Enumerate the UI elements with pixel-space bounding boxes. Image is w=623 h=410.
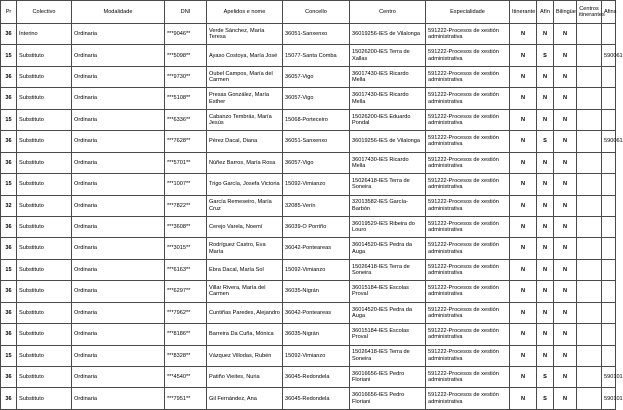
cell-centros-itinerantes: [577, 238, 602, 259]
cell-itinerante: N: [510, 45, 537, 66]
cell-afins: [602, 345, 616, 366]
cell-apelidos-e-nome: Gil Fernández, Ana: [207, 388, 283, 410]
cell-modalidade: Ordinaria: [72, 388, 165, 410]
table-row: [1, 109, 616, 130]
cell-dni: ***6163**: [165, 259, 207, 280]
header-row: [1, 1, 616, 24]
table-row: [1, 345, 616, 366]
cell-dni: ***5108**: [165, 88, 207, 109]
cell-especialidade: 591222-Procesos de xestión administrativa: [426, 259, 510, 280]
table-row: [1, 66, 616, 87]
cell-dni: ***1007**: [165, 174, 207, 195]
cell-afin: N: [537, 238, 554, 259]
cell-especialidade: 591222-Procesos de xestión administrativa: [426, 195, 510, 216]
cell-centro: 36016656-IES Pedro Floriani: [350, 367, 426, 388]
cell-concello: 36051-Sanxenxo: [283, 24, 350, 45]
cell-afins: [602, 66, 616, 87]
cell-colectivo: Substituto: [17, 109, 72, 130]
header-itinerante: Itinerante: [510, 1, 537, 24]
cell-colectivo: Substituto: [17, 152, 72, 173]
cell-afin: S: [537, 367, 554, 388]
cell-afin: N: [537, 281, 554, 302]
cell-centro: 15026200-IES Terra de Xallas: [350, 45, 426, 66]
cell-dni: ***5701**: [165, 152, 207, 173]
cell-itinerante: N: [510, 216, 537, 237]
cell-concello: 36057-Vigo: [283, 66, 350, 87]
table-row: [1, 238, 616, 259]
cell-especialidade: 591222-Procesos de xestión administrativa: [426, 45, 510, 66]
header-dni: DNI: [165, 1, 207, 24]
cell-itinerante: N: [510, 281, 537, 302]
cell-dni: ***8186**: [165, 324, 207, 345]
cell-modalidade: Ordinaria: [72, 131, 165, 152]
cell-centro: 36019256-IES de Vilalonga: [350, 131, 426, 152]
cell-dni: ***9730**: [165, 66, 207, 87]
table-row: [1, 367, 616, 388]
cell-centros-itinerantes: [577, 367, 602, 388]
cell-concello: 15092-Vimianzo: [283, 345, 350, 366]
cell-concello: 36057-Vigo: [283, 152, 350, 173]
cell-concello: 36042-Ponteareas: [283, 238, 350, 259]
cell-afin: N: [537, 66, 554, 87]
cell-colectivo: Substituto: [17, 302, 72, 323]
cell-centro: 36016656-IES Pedro Floriani: [350, 388, 426, 410]
cell-pr: 36: [1, 216, 17, 237]
cell-apelidos-e-nome: Villar Rivera, María del Carmen: [207, 281, 283, 302]
cell-itinerante: N: [510, 24, 537, 45]
cell-bilingue: N: [554, 109, 577, 130]
cell-concello: 36045-Redondela: [283, 367, 350, 388]
cell-dni: ***7822**: [165, 195, 207, 216]
header-afins: Afins: [602, 1, 616, 24]
cell-pr: 15: [1, 345, 17, 366]
cell-afins: [602, 302, 616, 323]
header-afin: Afín: [537, 1, 554, 24]
cell-colectivo: Substituto: [17, 216, 72, 237]
cell-pr: 36: [1, 302, 17, 323]
cell-itinerante: N: [510, 367, 537, 388]
cell-especialidade: 591222-Procesos de xestión administrativa: [426, 66, 510, 87]
cell-pr: 36: [1, 281, 17, 302]
cell-modalidade: Ordinaria: [72, 216, 165, 237]
cell-bilingue: N: [554, 345, 577, 366]
cell-colectivo: Substituto: [17, 131, 72, 152]
header-bilingue: Bilingüe: [554, 1, 577, 24]
cell-apelidos-e-nome: Núñez Barros, María Rosa: [207, 152, 283, 173]
cell-centros-itinerantes: [577, 195, 602, 216]
cell-apelidos-e-nome: Vázquez Villodas, Rubén: [207, 345, 283, 366]
cell-afins: [602, 259, 616, 280]
cell-centro: 15026418-IES Terra de Soneira: [350, 345, 426, 366]
cell-especialidade: 591222-Procesos de xestión administrativa: [426, 388, 510, 410]
cell-apelidos-e-nome: Ayaso Costoya, María José: [207, 45, 283, 66]
cell-centros-itinerantes: [577, 302, 602, 323]
cell-especialidade: 591222-Procesos de xestión administrativa: [426, 131, 510, 152]
cell-centros-itinerantes: [577, 324, 602, 345]
cell-bilingue: N: [554, 367, 577, 388]
cell-modalidade: Ordinaria: [72, 24, 165, 45]
cell-centro: 36015184-IES Escolas Proval: [350, 324, 426, 345]
cell-bilingue: N: [554, 388, 577, 410]
cell-concello: 15068-Porteceiro: [283, 109, 350, 130]
cell-especialidade: 591222-Procesos de xestión administrativa: [426, 238, 510, 259]
table-row: [1, 88, 616, 109]
cell-pr: 36: [1, 238, 17, 259]
cell-bilingue: N: [554, 88, 577, 109]
cell-apelidos-e-nome: García Remeseiro, María Cruz: [207, 195, 283, 216]
cell-afin: N: [537, 109, 554, 130]
cell-concello: 36045-Redondela: [283, 388, 350, 410]
cell-pr: 36: [1, 88, 17, 109]
cell-bilingue: N: [554, 195, 577, 216]
cell-concello: 15077-Santa Comba: [283, 45, 350, 66]
cell-itinerante: N: [510, 195, 537, 216]
cell-itinerante: N: [510, 238, 537, 259]
header-apelidos-e-nome: Apelidos e nome: [207, 1, 283, 24]
cell-centro: 36017430-IES Ricardo Mella: [350, 88, 426, 109]
cell-concello: 36035-Nigrán: [283, 324, 350, 345]
cell-centro: 36019256-IES de Vilalonga: [350, 24, 426, 45]
cell-afins: 590061: [602, 45, 616, 66]
cell-afins: [602, 109, 616, 130]
cell-pr: 15: [1, 109, 17, 130]
cell-centro: 36019529-IES Ribeira do Louro: [350, 216, 426, 237]
cell-bilingue: N: [554, 302, 577, 323]
table-row: [1, 131, 616, 152]
cell-modalidade: Ordinaria: [72, 66, 165, 87]
cell-modalidade: Ordinaria: [72, 45, 165, 66]
cell-dni: ***7962**: [165, 302, 207, 323]
cell-afin: S: [537, 45, 554, 66]
cell-apelidos-e-nome: Cabanzo Tembrás, María Jesús: [207, 109, 283, 130]
cell-centros-itinerantes: [577, 45, 602, 66]
cell-pr: 15: [1, 259, 17, 280]
cell-dni: ***6297**: [165, 281, 207, 302]
cell-especialidade: 591222-Procesos de xestión administrativa: [426, 152, 510, 173]
cell-pr: 36: [1, 152, 17, 173]
cell-modalidade: Ordinaria: [72, 324, 165, 345]
cell-afin: N: [537, 216, 554, 237]
cell-pr: 36: [1, 24, 17, 45]
table-row: [1, 216, 616, 237]
cell-itinerante: N: [510, 88, 537, 109]
cell-centro: 36017430-IES Ricardo Mella: [350, 66, 426, 87]
cell-colectivo: Substituto: [17, 324, 72, 345]
cell-concello: 36035-Nigrán: [283, 281, 350, 302]
cell-apelidos-e-nome: Ebra Dacal, María Sol: [207, 259, 283, 280]
cell-concello: 36057-Vigo: [283, 88, 350, 109]
cell-itinerante: N: [510, 302, 537, 323]
cell-especialidade: 591222-Procesos de xestión administrativa: [426, 216, 510, 237]
cell-especialidade: 591222-Procesos de xestión administrativa: [426, 324, 510, 345]
cell-afins: 590101: [602, 367, 616, 388]
cell-especialidade: 591222-Procesos de xestión administrativa: [426, 24, 510, 45]
cell-bilingue: N: [554, 24, 577, 45]
cell-dni: ***8328**: [165, 345, 207, 366]
cell-colectivo: Substituto: [17, 367, 72, 388]
cell-modalidade: Ordinaria: [72, 195, 165, 216]
cell-bilingue: N: [554, 216, 577, 237]
cell-concello: 36042-Ponteareas: [283, 302, 350, 323]
cell-colectivo: Substituto: [17, 238, 72, 259]
cell-dni: ***5098**: [165, 45, 207, 66]
cell-centro: 15026418-IES Terra de Soneira: [350, 174, 426, 195]
cell-centro: 36014520-IES Pedra da Auga: [350, 302, 426, 323]
cell-centros-itinerantes: [577, 388, 602, 410]
cell-pr: 36: [1, 367, 17, 388]
cell-modalidade: Ordinaria: [72, 238, 165, 259]
cell-modalidade: Ordinaria: [72, 259, 165, 280]
cell-colectivo: Substituto: [17, 345, 72, 366]
cell-centros-itinerantes: [577, 174, 602, 195]
table-row: [1, 324, 616, 345]
cell-modalidade: Ordinaria: [72, 174, 165, 195]
header-modalidade: Modalidade: [72, 1, 165, 24]
cell-apelidos-e-nome: Verde Sánchez, María Teresa: [207, 24, 283, 45]
cell-afins: [602, 238, 616, 259]
cell-especialidade: 591222-Procesos de xestión administrativa: [426, 345, 510, 366]
header-colectivo: Colectivo: [17, 1, 72, 24]
cell-afin: N: [537, 324, 554, 345]
table-body: [1, 24, 623, 410]
cell-apelidos-e-nome: Patiño Vieites, Nuria: [207, 367, 283, 388]
cell-centro: 32013582-IES García-Barbón: [350, 195, 426, 216]
cell-especialidade: 591222-Procesos de xestión administrativa: [426, 302, 510, 323]
cell-modalidade: Ordinaria: [72, 109, 165, 130]
cell-especialidade: 591222-Procesos de xestión administrativa: [426, 367, 510, 388]
cell-modalidade: Ordinaria: [72, 88, 165, 109]
cell-centros-itinerantes: [577, 131, 602, 152]
cell-pr: 36: [1, 324, 17, 345]
cell-centros-itinerantes: [577, 88, 602, 109]
cell-pr: 36: [1, 131, 17, 152]
cell-bilingue: N: [554, 174, 577, 195]
cell-pr: 32: [1, 195, 17, 216]
cell-colectivo: Substituto: [17, 281, 72, 302]
cell-afin: N: [537, 152, 554, 173]
table-row: [1, 281, 616, 302]
cell-pr: 36: [1, 66, 17, 87]
cell-pr: 15: [1, 174, 17, 195]
cell-especialidade: 591222-Procesos de xestión administrativa: [426, 88, 510, 109]
cell-afin: N: [537, 24, 554, 45]
cell-itinerante: N: [510, 388, 537, 410]
cell-centro: 36014520-IES Pedra da Auga: [350, 238, 426, 259]
cell-afin: N: [537, 259, 554, 280]
cell-colectivo: Substituto: [17, 195, 72, 216]
cell-afins: [602, 88, 616, 109]
cell-itinerante: N: [510, 66, 537, 87]
cell-bilingue: N: [554, 281, 577, 302]
cell-centros-itinerantes: [577, 259, 602, 280]
cell-colectivo: Substituto: [17, 388, 72, 410]
cell-concello: 36039-O Porriño: [283, 216, 350, 237]
cell-itinerante: N: [510, 345, 537, 366]
cell-afins: 590061: [602, 131, 616, 152]
table-row: [1, 45, 616, 66]
cell-itinerante: N: [510, 152, 537, 173]
cell-bilingue: N: [554, 45, 577, 66]
table-row: [1, 174, 616, 195]
cell-dni: ***4540**: [165, 367, 207, 388]
cell-concello: 15092-Vimianzo: [283, 174, 350, 195]
cell-itinerante: N: [510, 324, 537, 345]
cell-colectivo: Substituto: [17, 45, 72, 66]
cell-bilingue: N: [554, 259, 577, 280]
cell-centros-itinerantes: [577, 216, 602, 237]
cell-dni: ***3015**: [165, 238, 207, 259]
cell-colectivo: Substituto: [17, 259, 72, 280]
cell-modalidade: Ordinaria: [72, 281, 165, 302]
table-row: [1, 152, 616, 173]
cell-dni: ***3608**: [165, 216, 207, 237]
cell-modalidade: Ordinaria: [72, 345, 165, 366]
cell-dni: ***7628**: [165, 131, 207, 152]
cell-modalidade: Ordinaria: [72, 367, 165, 388]
cell-dni: ***7951**: [165, 388, 207, 410]
cell-afins: [602, 216, 616, 237]
cell-apelidos-e-nome: Rodríguez Castro, Eva María: [207, 238, 283, 259]
cell-itinerante: N: [510, 109, 537, 130]
cell-concello: 36051-Sanxenxo: [283, 131, 350, 152]
cell-itinerante: N: [510, 131, 537, 152]
cell-afin: S: [537, 388, 554, 410]
cell-afin: N: [537, 345, 554, 366]
cell-colectivo: Interino: [17, 24, 72, 45]
cell-apelidos-e-nome: Pérez Dacal, Diana: [207, 131, 283, 152]
table-row: [1, 195, 616, 216]
cell-centros-itinerantes: [577, 109, 602, 130]
cell-afins: 590101: [602, 388, 616, 410]
cell-bilingue: N: [554, 324, 577, 345]
cell-centro: 15026418-IES Terra de Soneira: [350, 259, 426, 280]
cell-pr: 15: [1, 45, 17, 66]
cell-apelidos-e-nome: Presas González, María Esther: [207, 88, 283, 109]
cell-apelidos-e-nome: Cerejo Varela, Noemí: [207, 216, 283, 237]
cell-colectivo: Substituto: [17, 88, 72, 109]
header-centro: Centro: [350, 1, 426, 24]
cell-centro: 15026200-IES Eduardo Pondal: [350, 109, 426, 130]
cell-especialidade: 591222-Procesos de xestión administrativa: [426, 174, 510, 195]
cell-modalidade: Ordinaria: [72, 152, 165, 173]
cell-bilingue: N: [554, 131, 577, 152]
cell-afins: [602, 195, 616, 216]
cell-colectivo: Substituto: [17, 66, 72, 87]
cell-pr: 36: [1, 388, 17, 410]
cell-concello: 15092-Vimianzo: [283, 259, 350, 280]
table-row: [1, 302, 616, 323]
cell-especialidade: 591222-Procesos de xestión administrativa: [426, 281, 510, 302]
cell-colectivo: Substituto: [17, 174, 72, 195]
cell-afins: [602, 24, 616, 45]
table-row: [1, 259, 616, 280]
cell-bilingue: N: [554, 66, 577, 87]
cell-centros-itinerantes: [577, 152, 602, 173]
cell-dni: ***6336**: [165, 109, 207, 130]
table-header: [1, 1, 616, 24]
cell-itinerante: N: [510, 174, 537, 195]
cell-afin: S: [537, 131, 554, 152]
cell-afin: N: [537, 302, 554, 323]
cell-centro: 36015184-IES Escolas Proval: [350, 281, 426, 302]
cell-concello: 32085-Verín: [283, 195, 350, 216]
cell-centros-itinerantes: [577, 281, 602, 302]
cell-modalidade: Ordinaria: [72, 302, 165, 323]
cell-centros-itinerantes: [577, 66, 602, 87]
header-pr: Pr: [1, 1, 17, 24]
table-row: [1, 24, 616, 45]
cell-centros-itinerantes: [577, 24, 602, 45]
cell-bilingue: N: [554, 238, 577, 259]
cell-centros-itinerantes: [577, 345, 602, 366]
cell-afin: N: [537, 88, 554, 109]
cell-afins: [602, 281, 616, 302]
cell-especialidade: 591222-Procesos de xestión administrativa: [426, 109, 510, 130]
cell-afins: [602, 152, 616, 173]
header-centros-itinerantes: Centros itinerantes: [577, 1, 602, 24]
cell-itinerante: N: [510, 259, 537, 280]
cell-afin: N: [537, 195, 554, 216]
cell-afin: N: [537, 174, 554, 195]
cell-centro: 36017430-IES Ricardo Mella: [350, 152, 426, 173]
cell-apelidos-e-nome: Oubel Campos, María del Carmen: [207, 66, 283, 87]
cell-bilingue: N: [554, 152, 577, 173]
cell-dni: ***9046**: [165, 24, 207, 45]
cell-afins: [602, 174, 616, 195]
header-especialidade: Especialidade: [426, 1, 510, 24]
header-concello: Concello: [283, 1, 350, 24]
cell-apelidos-e-nome: Trigo García, Josefa Victoria: [207, 174, 283, 195]
cell-apelidos-e-nome: Cuntiñas Paredes, Alejandro: [207, 302, 283, 323]
table-row: [1, 388, 616, 410]
cell-apelidos-e-nome: Barreira Da Cuña, Mónica: [207, 324, 283, 345]
cell-afins: [602, 324, 616, 345]
